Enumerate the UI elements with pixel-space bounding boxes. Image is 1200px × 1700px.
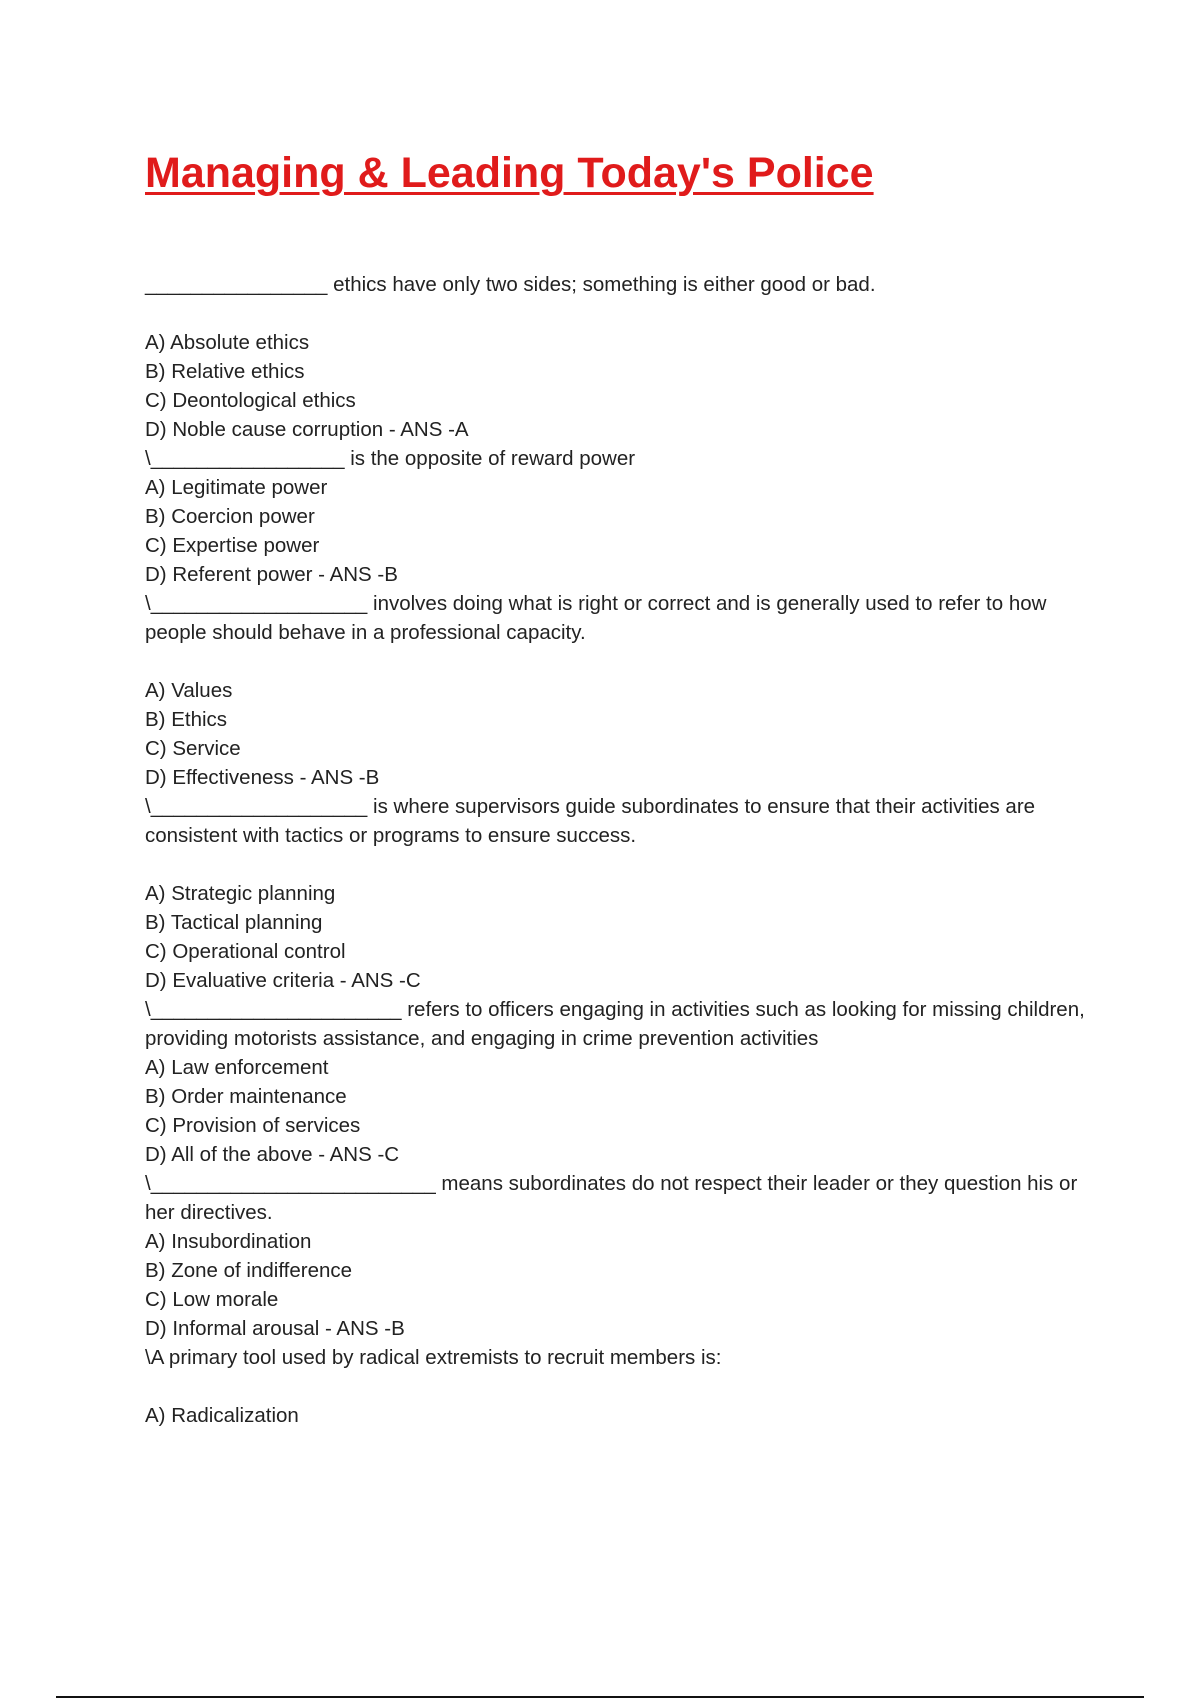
question-6-option-c: C) Low morale	[145, 1288, 279, 1311]
question-list	[145, 270, 1091, 1430]
question-2-stem: \_________________ is the opposite of reward power	[145, 447, 636, 470]
document-title: Managing & Leading Today's Police	[145, 149, 874, 197]
spacer	[145, 1372, 1085, 1401]
question-3-option-b: B) Ethics	[145, 708, 228, 731]
question-4-option-b: B) Tactical planning	[145, 911, 323, 934]
question-4-option-a: A) Strategic planning	[145, 882, 336, 905]
question-3-option-a: A) Values	[145, 679, 233, 702]
question-5-option-d: D) All of the above - ANS -C	[145, 1143, 400, 1166]
spacer	[145, 850, 1085, 879]
spacer	[145, 299, 1085, 328]
question-4-stem: \___________________ is where supervisors guide subordinates to ensure that their activities are consistent with tactics or programs to ensure success.	[145, 795, 1041, 847]
question-2-option-b: B) Coercion power	[145, 505, 315, 528]
question-4-option-c: C) Operational control	[145, 940, 346, 963]
page-bottom-rule	[56, 1696, 1144, 1698]
question-5-option-b: B) Order maintenance	[145, 1085, 347, 1108]
question-3-option-c: C) Service	[145, 737, 241, 760]
question-6-option-a: A) Insubordination	[145, 1230, 312, 1253]
question-2-option-a: A) Legitimate power	[145, 476, 328, 499]
question-6-stem: \_________________________ means subordinates do not respect their leader or they question his or her directives.	[145, 1172, 1083, 1224]
question-1-option-d: D) Noble cause corruption - ANS -A	[145, 418, 469, 441]
question-7-option-a: A) Radicalization	[145, 1404, 299, 1427]
question-7-stem: \A primary tool used by radical extremists to recruit members is:	[145, 1346, 722, 1369]
question-4-option-d: D) Evaluative criteria - ANS -C	[145, 969, 421, 992]
question-1-option-c: C) Deontological ethics	[145, 389, 356, 412]
question-1-option-a: A) Absolute ethics	[145, 331, 310, 354]
question-5-option-c: C) Provision of services	[145, 1114, 361, 1137]
question-3-stem: \___________________ involves doing what is right or correct and is generally used to refer to how people should behave in a professional capacity.	[145, 592, 1053, 644]
question-3-option-d: D) Effectiveness - ANS -B	[145, 766, 380, 789]
question-6-option-d: D) Informal arousal - ANS -B	[145, 1317, 405, 1340]
question-5-option-a: A) Law enforcement	[145, 1056, 329, 1079]
spacer	[145, 647, 1085, 676]
question-2-option-d: D) Referent power - ANS -B	[145, 563, 398, 586]
question-1-option-b: B) Relative ethics	[145, 360, 305, 383]
question-6-option-b: B) Zone of indifference	[145, 1259, 353, 1282]
question-5-stem: \______________________ refers to officers engaging in activities such as looking for missing children, providing motorists assistance, and engaging in crime prevention activities	[145, 998, 1091, 1050]
question-2-option-c: C) Expertise power	[145, 534, 320, 557]
question-1-stem: ________________ ethics have only two sides; something is either good or bad.	[145, 273, 876, 296]
